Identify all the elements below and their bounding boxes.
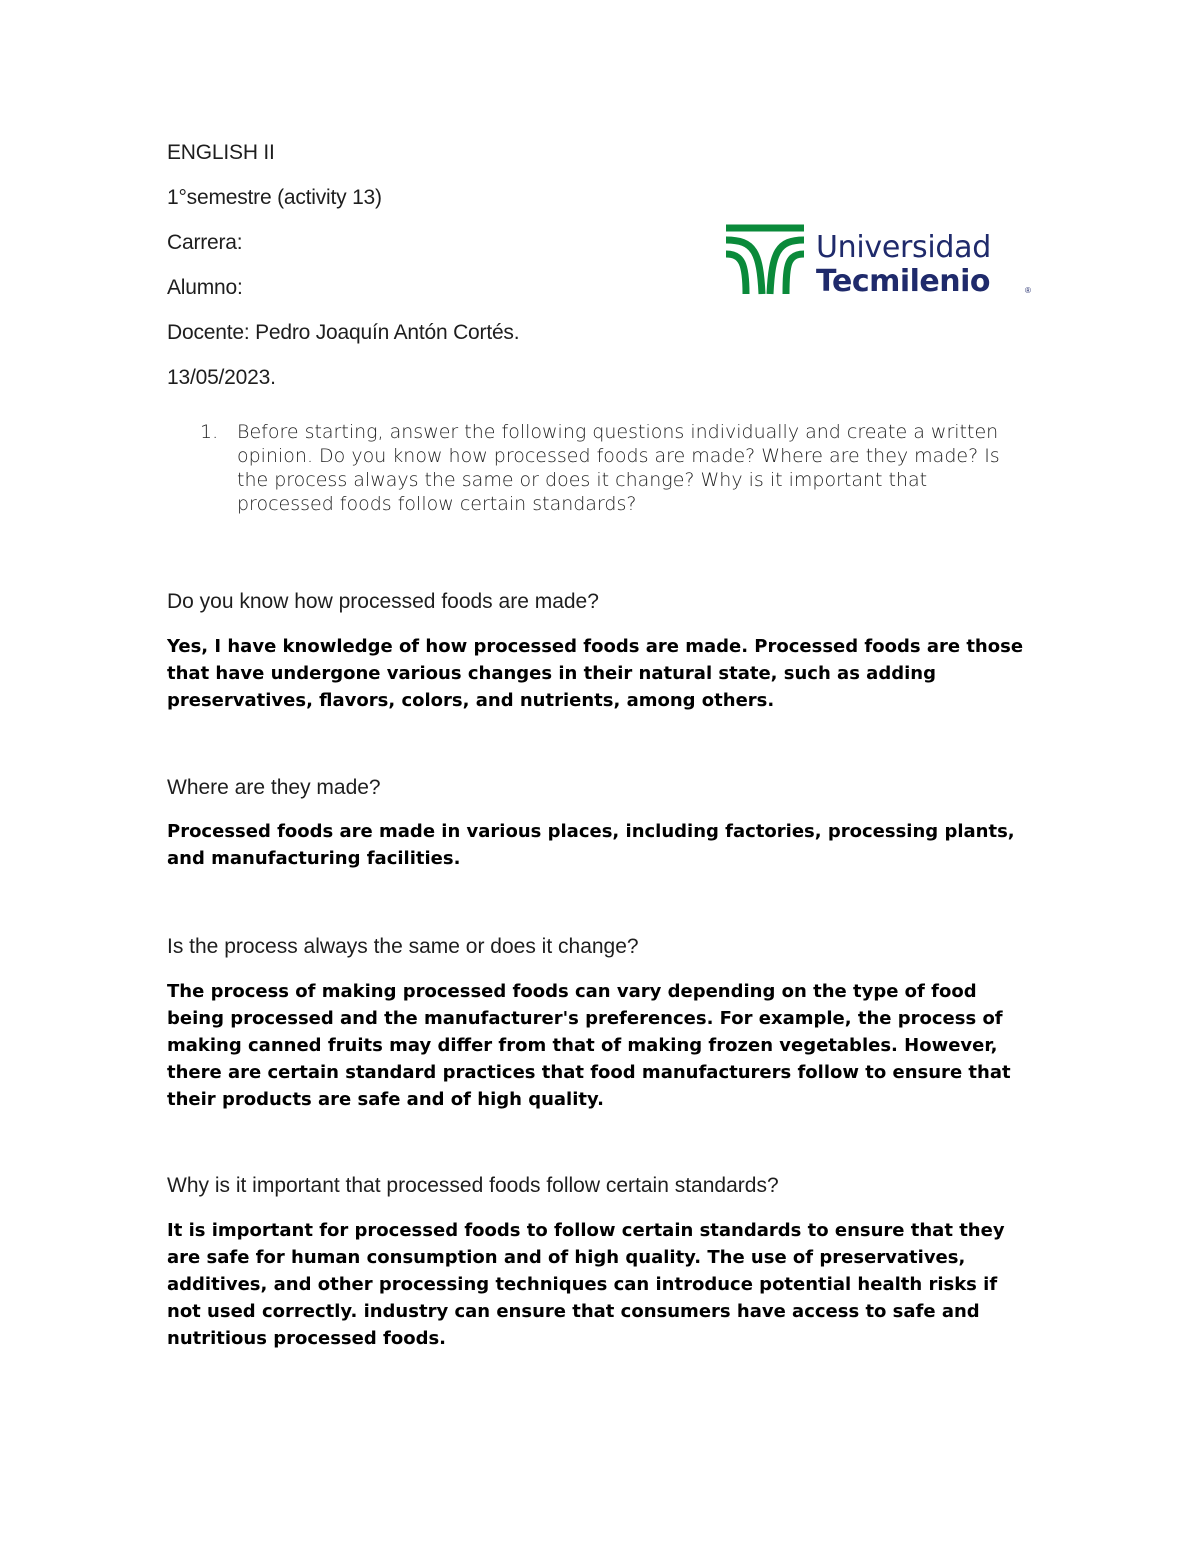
instruction-text: Before starting, answer the following questions individually and create a written opinion. Do you know how processed foods are made? Where are they made? Is the process always the same or does it change? Why is it important that processed foods follow certain standards? xyxy=(237,421,1000,515)
teacher-line: Docente: Pedro Joaquín Antón Cortés. xyxy=(167,321,520,344)
logo-text-universidad: Universidad xyxy=(816,230,991,265)
answer-3: The process of making processed foods can vary depending on the type of food being processed and the manufacturer's preferences. For example, the process of making canned fruits may differ from that of making frozen vegetables. However, there are certain standard practices that food manufacturers follow to ensure that their products are safe and of high quality. xyxy=(167,981,1011,1110)
university-logo xyxy=(724,222,1044,302)
question-2: Where are they made? xyxy=(167,776,381,799)
logo-text-tecmilenio: Tecmilenio xyxy=(816,264,991,299)
date-line: 13/05/2023. xyxy=(167,366,276,389)
tecmilenio-logo-icon xyxy=(724,222,808,296)
question-3: Is the process always the same or does it change? xyxy=(167,935,639,958)
career-line: Carrera: xyxy=(167,231,243,254)
question-4: Why is it important that processed foods follow certain standards? xyxy=(167,1174,779,1197)
instruction-number: 1. xyxy=(200,421,219,443)
instruction-item xyxy=(200,420,1000,516)
student-line: Alumno: xyxy=(167,276,243,299)
semester-line: 1°semestre (activity 13) xyxy=(167,186,382,209)
answer-2: Processed foods are made in various places, including factories, processing plants, and manufacturing facilities. xyxy=(167,821,1015,869)
course-title: ENGLISH II xyxy=(167,141,275,164)
registered-mark: ® xyxy=(1025,286,1031,295)
question-1: Do you know how processed foods are made? xyxy=(167,590,599,613)
answer-4: It is important for processed foods to follow certain standards to ensure that they are safe for human consumption and of high quality. The use of preservatives, additives, and other processing techniques can introduce potential health risks if not used correctly. industry can ensure that consumers have access to safe and nutritious processed foods. xyxy=(167,1220,1005,1349)
answer-1: Yes, I have knowledge of how processed foods are made. Processed foods are those that have undergone various changes in their natural state, such as adding preservatives, flavors, colors, and nutrients, among others. xyxy=(167,636,1024,711)
